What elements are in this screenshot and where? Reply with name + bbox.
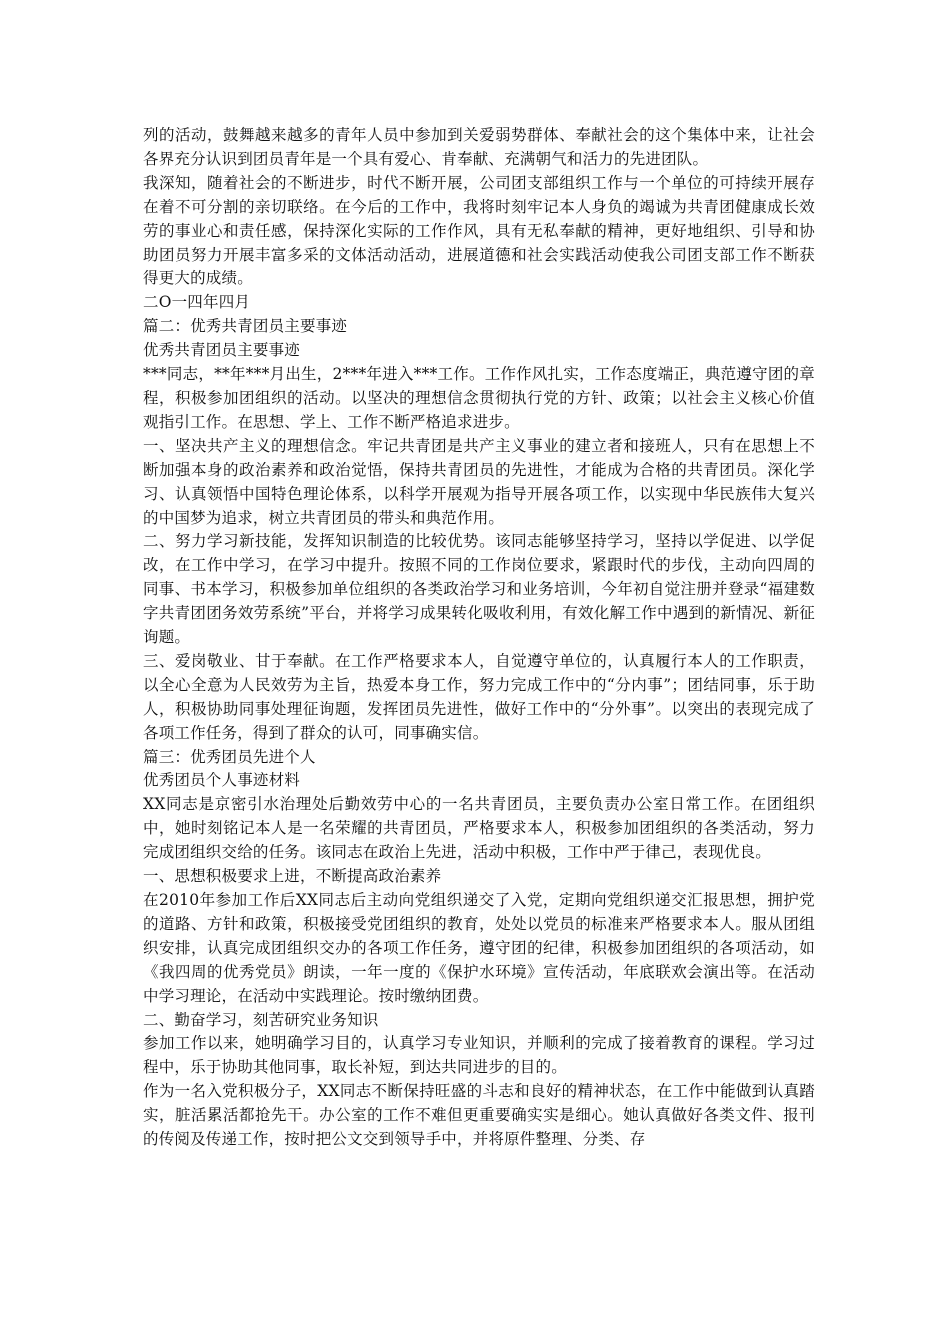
paragraph: XX同志是京密引水治理处后勤效劳中心的一名共青团员，主要负责办公室日常工作。在团组织中，她时刻铭记本人是一名荣耀的共青团员，严格要求本人，积极参加团组织的各类活动，努力完成团组织交给的任务。该同志在政治上先进，活动中积极，工作中严于律己，表现优良。 (143, 795, 815, 862)
date-line: 二O一四年四月 (143, 293, 251, 312)
document-body (143, 124, 815, 1152)
paragraph: 二、努力学习新技能，发挥知识制造的比较优势。该同志能够坚持学习，坚持以学促进、以学促改，在工作中学习，在学习中提升。按照不同的工作岗位要求，紧跟时代的步伐，主动向四周的同事、书本学习，积极参加单位组织的各类政治学习和业务培训，今年初自觉注册并登录“福建数字共青团团务效劳系统”平台，并将学习成果转化吸收利用，有效化解工作中遇到的新情况、新征询题。 (143, 532, 815, 647)
paragraph: 在2010年参加工作后XX同志后主动向党组织递交了入党，定期向党组织递交汇报思想，拥护党的道路、方针和政策，积极接受党团组织的教育，处处以党员的标准来严格要求本人。服从团组织安排，认真完成团组织交办的各项工作任务，遵守团的纪律，积极参加团组织的各项活动，如《我四周的优秀党员》朗读，一年一度的《保护水环境》宣传活动，年底联欢会演出等。在活动中学习理论，在活动中实践理论。按时缴纳团费。 (143, 891, 815, 1005)
point-heading: 二、勤奋学习，刻苦研究业务知识 (143, 1010, 379, 1029)
paragraph: 参加工作以来，她明确学习目的，认真学习专业知识，并顺利的完成了接着教育的课程。学习过程中，乐于协助其他同事，取长补短，到达共同进步的目的。 (143, 1034, 815, 1077)
paragraph: 三、爱岗敬业、甘于奉献。在工作严格要求本人，自觉遵守单位的，认真履行本人的工作职责，以全心全意为人民效劳为主旨，热爱本身工作，努力完成工作中的“分内事”；团结同事，乐于助人，积极协助同事处理征询题，发挥团员先进性，做好工作中的“分外事”。以突出的表现完成了各项工作任务，得到了群众的认可，同事确实信。 (143, 651, 815, 742)
section-heading: 篇二：优秀共青团员主要事迹 (143, 317, 348, 336)
paragraph: ***同志，**年***月出生，2***年进入***工作。工作作风扎实，工作态度端正，典范遵守团的章程，积极参加团组织的活动。以坚决的理想信念贯彻执行党的方针、政策；以社会主义核心价值观指引工作。在思想、学上、工作不断严格追求进步。 (143, 365, 815, 431)
section-heading: 篇三：优秀团员先进个人 (143, 747, 316, 766)
section-subheading: 优秀团员个人事迹材料 (143, 771, 301, 790)
section-subheading: 优秀共青团员主要事迹 (143, 341, 301, 360)
paragraph: 列的活动，鼓舞越来越多的青年人员中参加到关爱弱势群体、奉献社会的这个集体中来，让社会各界充分认识到团员青年是一个具有爱心、肯奉献、充满朝气和活力的先进团队。 (143, 126, 815, 168)
paragraph: 作为一名入党积极分子，XX同志不断保持旺盛的斗志和良好的精神状态，在工作中能做到认真踏实，脏活累活都抢先干。办公室的工作不难但更重要确实实是细心。她认真做好各类文件、报刊的传阅及传递工作，按时把公文交到领导手中，并将原件整理、分类、存 (143, 1082, 815, 1149)
paragraph: 一、坚决共产主义的理想信念。牢记共青团是共产主义事业的建立者和接班人，只有在思想上不断加强本身的政治素养和政治觉悟，保持共青团员的先进性，才能成为合格的共青团员。深化学习、认真领悟中国特色理论体系，以科学开展观为指导开展各项工作，以实现中华民族伟大复兴的中国梦为追求，树立共青团员的带头和典范作用。 (143, 436, 815, 527)
point-heading: 一、思想积极要求上进，不断提高政治素养 (143, 867, 442, 886)
paragraph: 我深知，随着社会的不断进步，时代不断开展，公司团支部组织工作与一个单位的可持续开展存在着不可分割的亲切联络。在今后的工作中，我将时刻牢记本人身负的竭诚为共青团健康成长效劳的事业心和责任感，保持深化实际的工作作风，具有无私奉献的精神，更好地组织、引导和协助团员努力开展丰富多采的文体活动活动，进展道德和社会实践活动使我公司团支部工作不断获得更大的成绩。 (143, 173, 815, 288)
